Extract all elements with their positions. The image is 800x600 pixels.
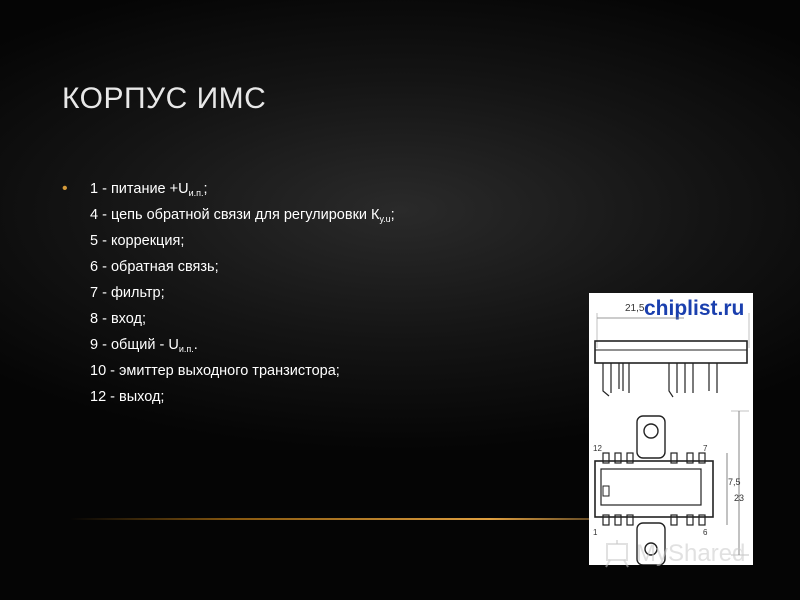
chip-package-diagram: [589, 293, 753, 565]
pin-list-punct: ;: [390, 207, 395, 223]
dim-width-label: 21,5: [625, 303, 645, 314]
pin-list-subscript: у.u: [379, 214, 391, 224]
pin-list-text: 12 - выход;: [90, 389, 165, 405]
bullet-dot-icon: •: [62, 180, 68, 197]
pin-list-item: [62, 358, 582, 384]
pin-list-item: [62, 384, 582, 410]
pin-list-text: 5 - коррекция;: [90, 233, 185, 249]
pin-list-item: [62, 306, 582, 332]
pin-label-6: 6: [703, 528, 708, 537]
pin-list-text: 8 - вход;: [90, 311, 146, 327]
pin-list-subscript: и.п.: [178, 344, 194, 354]
pin-list-item: [62, 254, 582, 280]
pin-list-text: 7 - фильтр;: [90, 285, 165, 301]
pin-label-1: 1: [593, 528, 598, 537]
pin-list-text: 1 - питание +U: [90, 181, 189, 197]
slide-title: КОРПУС ИМС: [62, 82, 267, 115]
pin-list-item: [62, 332, 582, 358]
pin-label-12: 12: [593, 444, 602, 453]
diagram-brand: chiplist.ru: [644, 297, 745, 320]
pin-list-punct: .: [193, 337, 198, 353]
pin-list-text: 10 - эмиттер выходного транзистора;: [90, 363, 340, 379]
watermark-text: MyShared: [636, 540, 746, 567]
pin-list-text: 4 - цепь обратной связи для регулировки К: [90, 207, 380, 223]
dim-height-total-label: 23: [734, 493, 745, 503]
pin-list-item: [62, 202, 582, 228]
dim-height-body-label: 7,5: [728, 477, 741, 487]
pin-list: [62, 176, 582, 410]
pin-list-item: [62, 280, 582, 306]
accent-divider: [70, 518, 630, 520]
pin-list-item: [62, 176, 582, 202]
pin-list-punct: ;: [203, 181, 208, 197]
pin-label-7: 7: [703, 444, 708, 453]
pin-list-text: 9 - общий - U: [90, 337, 179, 353]
pin-list-item: [62, 228, 582, 254]
pin-list-subscript: и.п.: [188, 188, 204, 198]
watermark-icon: [604, 538, 632, 568]
pin-list-text: 6 - обратная связь;: [90, 259, 219, 275]
